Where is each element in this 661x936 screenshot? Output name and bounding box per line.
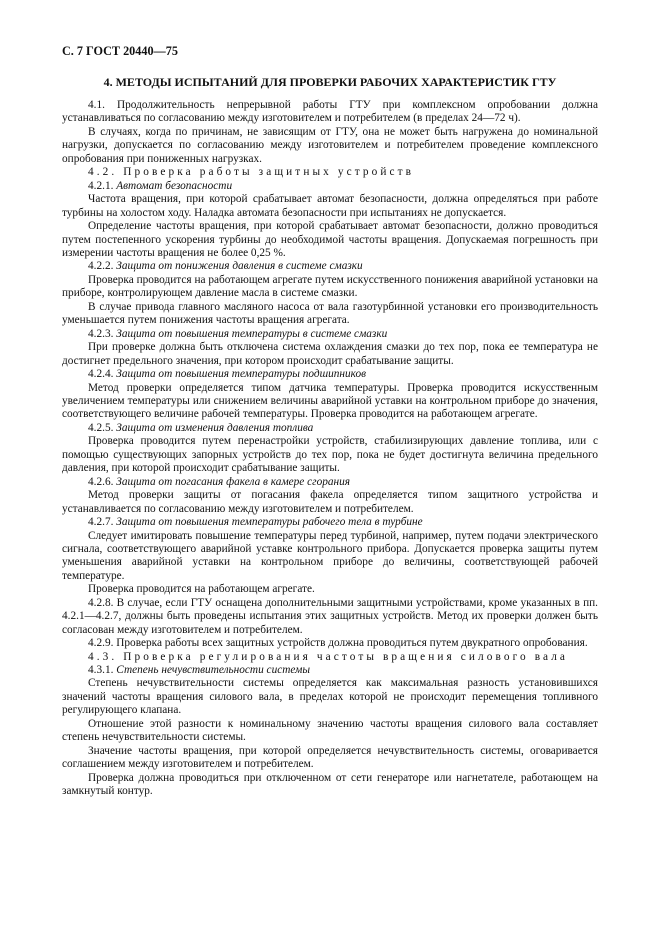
paragraph: Метод проверки определяется типом датчика температуры. Проверка проводится искусственным увеличением температуры или снижением величины аварийной уставки на контрольном приборе до значения, соответствующего величине рабочей температуры. Проверка проводится на работающем агрегате. xyxy=(62,381,598,421)
paragraph: 4.2.8. В случае, если ГТУ оснащена дополнительными защитными устройствами, кроме указанных в пп. 4.2.1—4.2.7, должны быть проведены испытания этих защитных устройств. Метод их проверки должен быть согласован между изготовителем и потребителем. xyxy=(62,596,598,636)
clause-title: Защита от повышения температуры рабочего тела в турбине xyxy=(116,516,423,529)
paragraph: Проверка проводится путем перенастройки устройств, стабилизирующих давление топлива, или с помощью существующих запорных устройств до тех пор, пока не будет достигнута величина предельного давления, при которой происходит срабатывание защиты. xyxy=(62,435,598,475)
paragraph: Проверка должна проводиться при отключенном от сети генераторе или нагнетателе, работающем на замкнутый контур. xyxy=(62,771,598,798)
clause-number: 4.2.5. xyxy=(88,421,114,434)
paragraph: Проверка проводится на работающем агрегате. xyxy=(88,583,315,596)
clause-heading xyxy=(62,664,598,677)
clause-number: 4.2.4. xyxy=(88,368,114,381)
paragraph: Значение частоты вращения, при которой определяется нечувствительность системы, оговаривается соглашением между изготовителем и потребителем. xyxy=(62,744,598,771)
paragraph: Степень нечувствительности системы определяется как максимальная разность установившихся значений частоты вращения силового вала, в пределах которой не происходит перемещения топливного регулирующего клапана. xyxy=(62,677,598,717)
clause-number: 4.2.2. xyxy=(88,260,114,273)
paragraph: В случае привода главного масляного насоса от вала газотурбинной установки его производительность уменьшается путем понижения частоты вращения агрегата. xyxy=(62,300,598,327)
paragraph: Частота вращения, при которой срабатывает автомат безопасности, должна определяться при работе турбины на холостом ходу. Наладка автомата безопасности при испытаниях не допускается. xyxy=(62,193,598,219)
page-header: С. 7 ГОСТ 20440—75 xyxy=(62,44,178,58)
clause-title: Защита от изменения давления топлива xyxy=(116,421,314,434)
clause-number: 4.3.1. xyxy=(88,664,114,677)
clause-title: Защита от повышения температуры подшипников xyxy=(116,368,367,381)
paragraph: Следует имитировать повышение температуры перед турбиной, например, путем подачи электрического сигнала, соответствующего аварийной уставке контрольного прибора. Допускается проверка защиты путем уменьшения аварийной уставки на контрольном приборе до величины, соответствующей рабочей температуре. xyxy=(62,529,598,582)
clause-title: Защита от погасания факела в камере сгорания xyxy=(116,475,351,488)
paragraph: В случаях, когда по причинам, не зависящим от ГТУ, она не может быть нагружена до номинальной нагрузки, допускается по согласованию между изготовителем и потребителем проведение комплексного опробования при пониженных нагрузках. xyxy=(62,125,598,165)
clause-heading xyxy=(62,476,598,489)
paragraph: Метод проверки защиты от погасания факела определяется типом защитного устройства и устанавливается по согласованию между изготовителем и потребителем. xyxy=(62,489,598,515)
clause-title: Защита от повышения температуры в системе смазки xyxy=(116,327,388,340)
clause-title: Защита от понижения давления в системе смазки xyxy=(116,260,363,273)
paragraph: 4.1. Продолжительность непрерывной работы ГТУ при комплексном опробовании должна устанавливаться по согласованию между изготовителем и потребителем (в пределах 24—72 ч). xyxy=(62,99,598,125)
clause-number: 4.2.3. xyxy=(88,327,114,340)
paragraph: При проверке должна быть отключена система охлаждения смазки до тех пор, пока ее температура не достигнет предельного значения, при котором происходит срабатывание защиты. xyxy=(62,341,598,367)
clause-heading xyxy=(62,328,598,341)
clause-heading xyxy=(62,180,598,193)
subsection-heading: 4.3. Проверка регулирования частоты вращения силового вала xyxy=(88,650,569,663)
subsection-heading: 4.2. Проверка работы защитных устройств xyxy=(88,166,415,179)
paragraph: Отношение этой разности к номинальному значению частоты вращения силового вала составляет степень нечувствительности системы. xyxy=(62,717,598,744)
clause-number: 4.2.6. xyxy=(88,475,114,488)
clause-heading xyxy=(62,422,598,435)
clause-title: Автомат безопасности xyxy=(116,179,233,192)
paragraph: Проверка проводится на работающем агрегате путем искусственного понижения аварийной установки на приборе, контролирующем давление масла в системе смазки. xyxy=(62,273,598,300)
clause-number: 4.2.7. xyxy=(88,516,114,529)
clause-title: Степень нечувствительности системы xyxy=(116,664,310,677)
paragraph: 4.2.9. Проверка работы всех защитных устройств должна проводиться путем двукратного опробования. xyxy=(88,637,588,650)
document-body xyxy=(62,99,598,799)
clause-heading xyxy=(62,260,598,273)
clause-heading xyxy=(62,516,598,529)
clause-heading xyxy=(62,368,598,381)
paragraph: Определение частоты вращения, при которой срабатывает автомат безопасности, должно проводиться путем постепенного ускорения турбины до необходимой частоты вращения. Допускаемая погрешность при измерении частоты вращения не более 0,25 %. xyxy=(62,220,598,259)
section-title: 4. МЕТОДЫ ИСПЫТАНИЙ ДЛЯ ПРОВЕРКИ РАБОЧИХ ХАРАКТЕРИСТИК ГТУ xyxy=(103,75,557,89)
clause-number: 4.2.1. xyxy=(88,179,114,192)
